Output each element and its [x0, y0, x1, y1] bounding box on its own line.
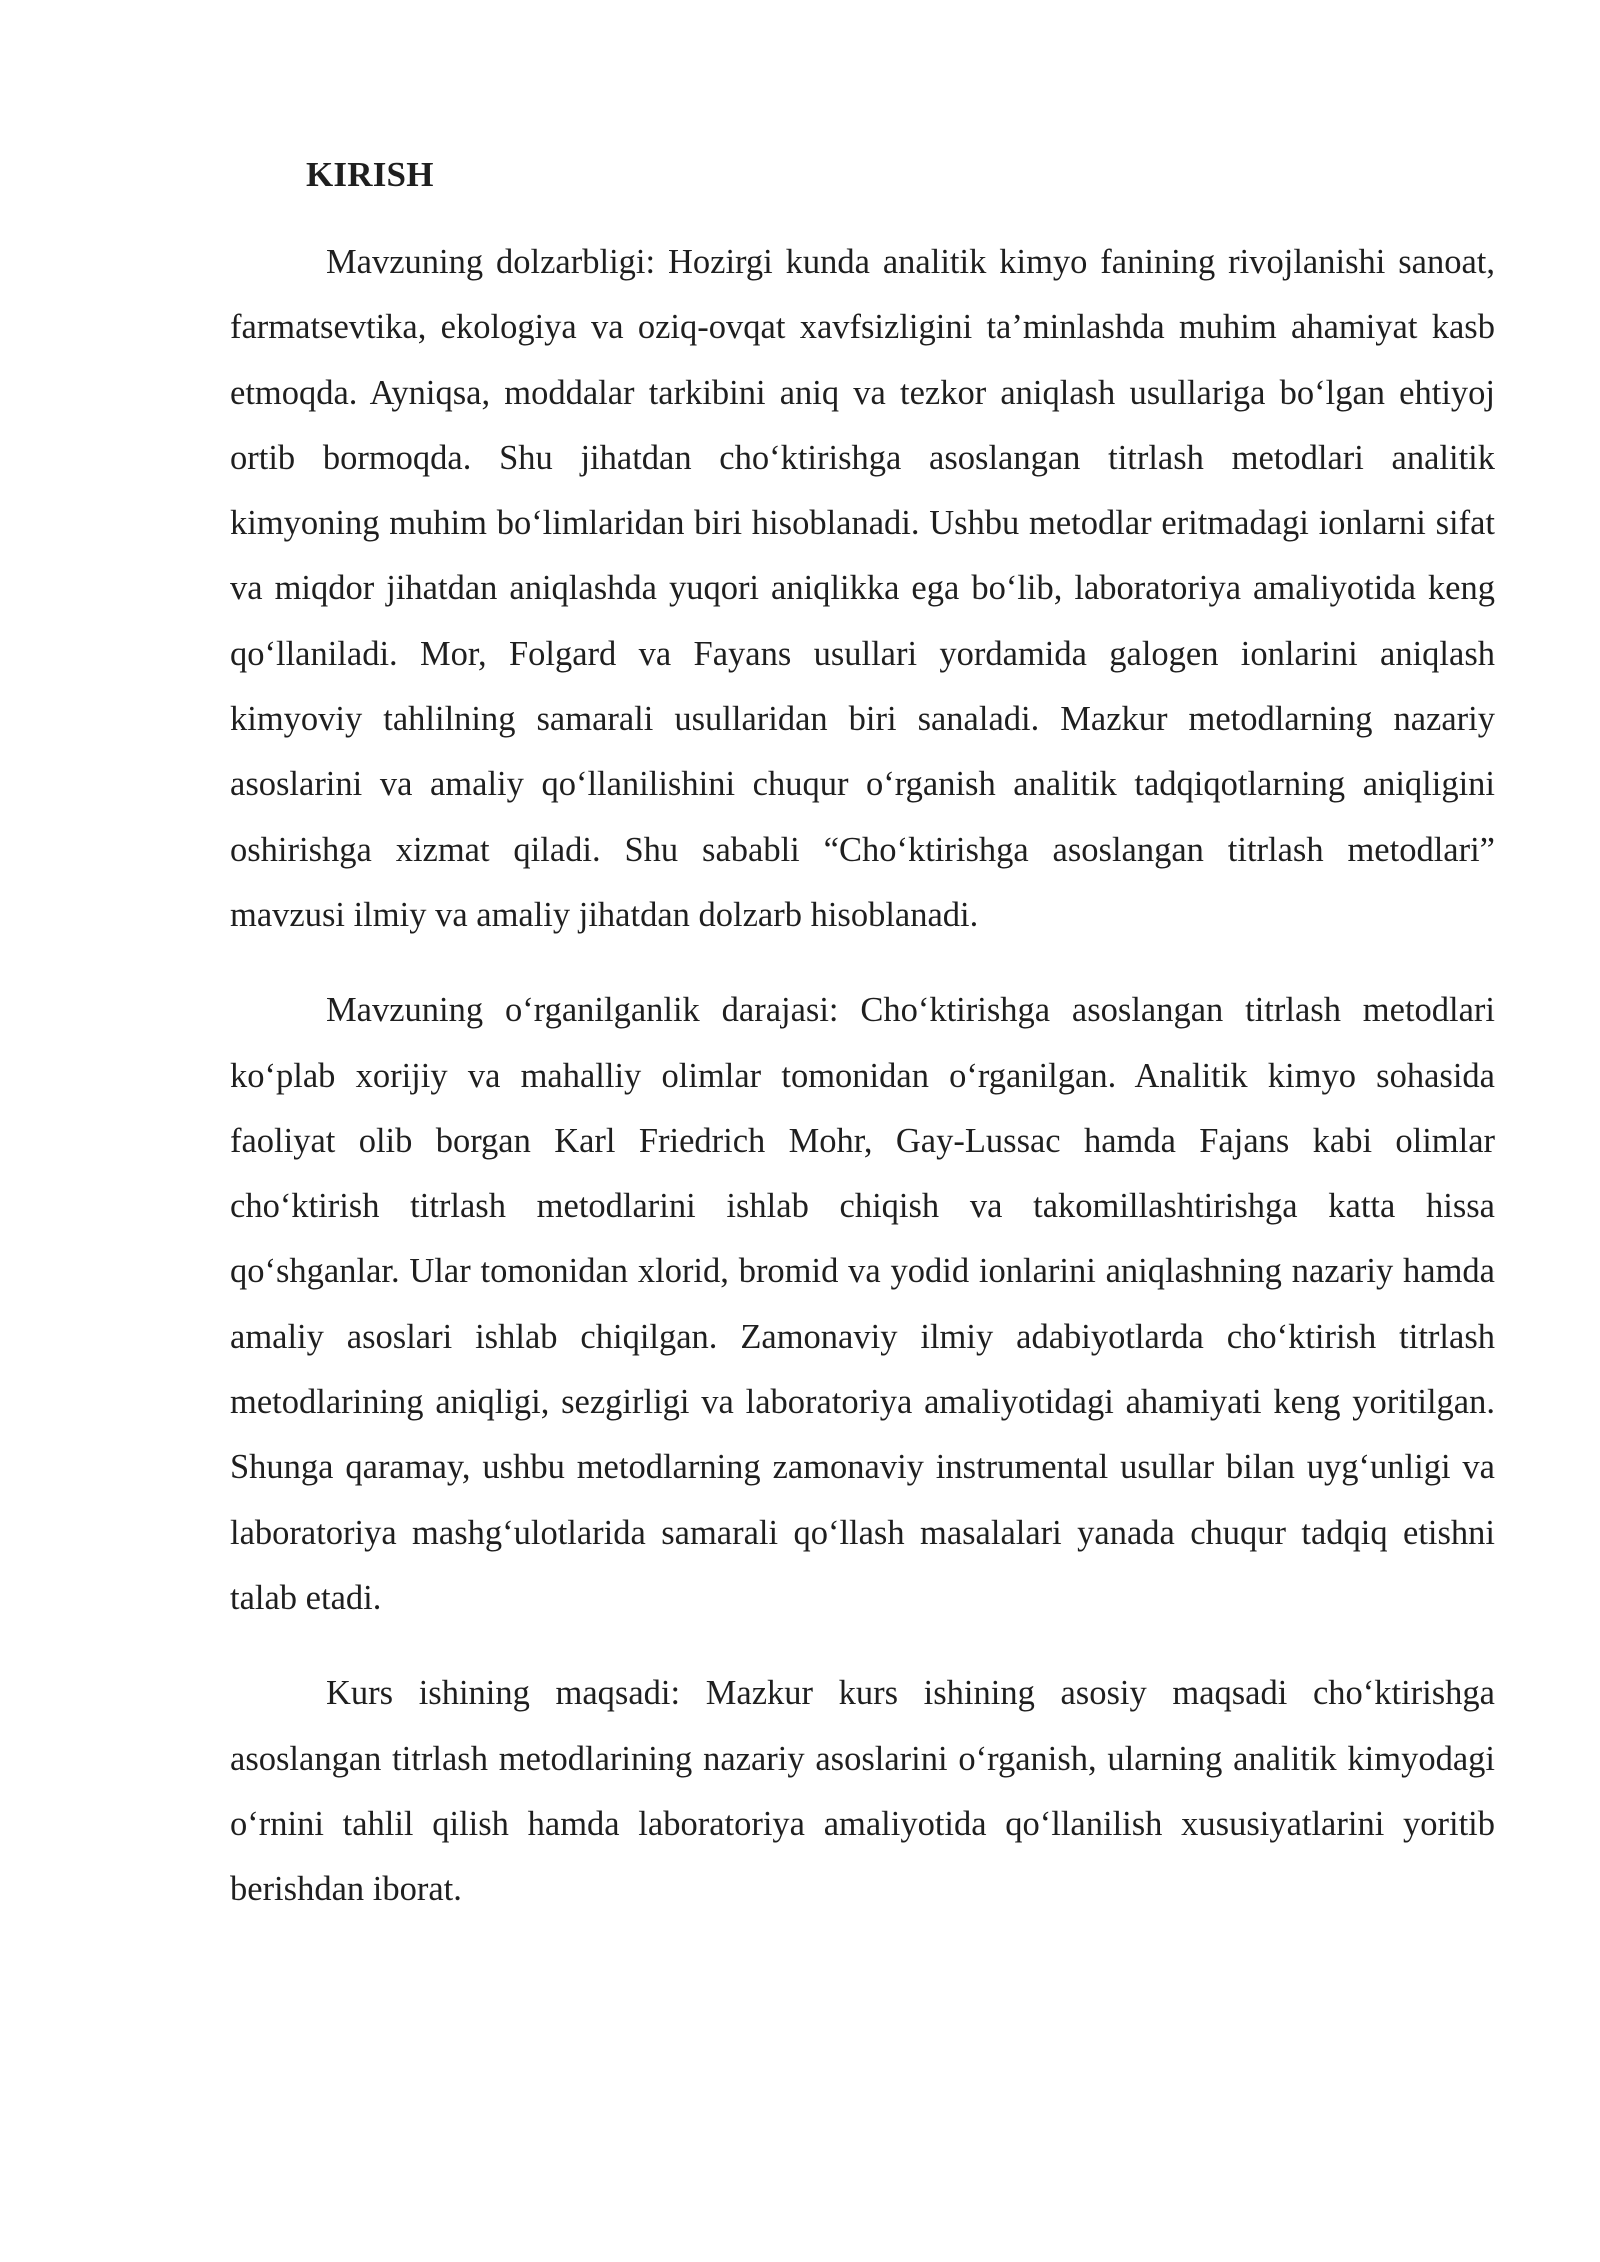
paragraph-relevance: Mavzuning dolzarbligi: Hozirgi kunda analitik kimyo fanining rivojlanishi sanoat, farmatsevtika, ekologiya va oziq-ovqat xavfsizligini ta’minlashda muhim ahamiyat kasb etmoqda. Ayniqsa, moddalar tarkibini aniq va tezkor aniqlash usullariga boʻlgan ehtiyoj ortib bormoqda. Shu jihatdan choʻktirishga asoslangan titrlash metodlari analitik kimyoning muhim boʻlimlaridan biri hisoblanadi. Ushbu metodlar eritmadagi ionlarni sifat va miqdor jihatdan aniqlashda yuqori aniqlikka ega boʻlib, laboratoriya amaliyotida keng qoʻllaniladi. Mor, Folgard va Fayans usullari yordamida galogen ionlarini aniqlash kimyoviy tahlilning samarali usullaridan biri sanaladi. Mazkur metodlarning nazariy asoslarini va amaliy qoʻllanilishini chuqur oʻrganish analitik tadqiqotlarning aniqligini oshirishga xizmat qiladi. Shu sababli “Choʻktirishga asoslangan titrlash metodlari” mavzusi ilmiy va amaliy jihatdan dolzarb hisoblanadi. [230, 243, 1495, 934]
page-content [230, 150, 1495, 1952]
paragraph-goal: Kurs ishining maqsadi: Mazkur kurs ishining asosiy maqsadi choʻktirishga asoslangan titrlash metodlarining nazariy asoslarini oʻrganish, ularning analitik kimyodagi oʻrnini tahlil qilish hamda laboratoriya amaliyotida qoʻllanilish xususiyatlarini yoritib berishdan iborat. [230, 1674, 1495, 1909]
paragraph-study-degree: Mavzuning oʻrganilganlik darajasi: Choʻktirishga asoslangan titrlash metodlari koʻplab xorijiy va mahalliy olimlar tomonidan oʻrganilgan. Analitik kimyo sohasida faoliyat olib borgan Karl Friedrich Mohr, Gay-Lussac hamda Fajans kabi olimlar choʻktirish titrlash metodlarini ishlab chiqish va takomillashtirishga katta hissa qoʻshganlar. Ular tomonidan xlorid, bromid va yodid ionlarini aniqlashning nazariy hamda amaliy asoslari ishlab chiqilgan. Zamonaviy ilmiy adabiyotlarda choʻktirish titrlash metodlarining aniqligi, sezgirligi va laboratoriya amaliyotidagi ahamiyati keng yoritilgan. Shunga qaramay, ushbu metodlarning zamonaviy instrumental usullar bilan uygʻunligi va laboratoriya mashgʻulotlarida samarali qoʻllash masalalari yanada chuqur tadqiq etishni talab etadi. [230, 991, 1495, 1617]
section-heading: KIRISH [306, 155, 434, 194]
